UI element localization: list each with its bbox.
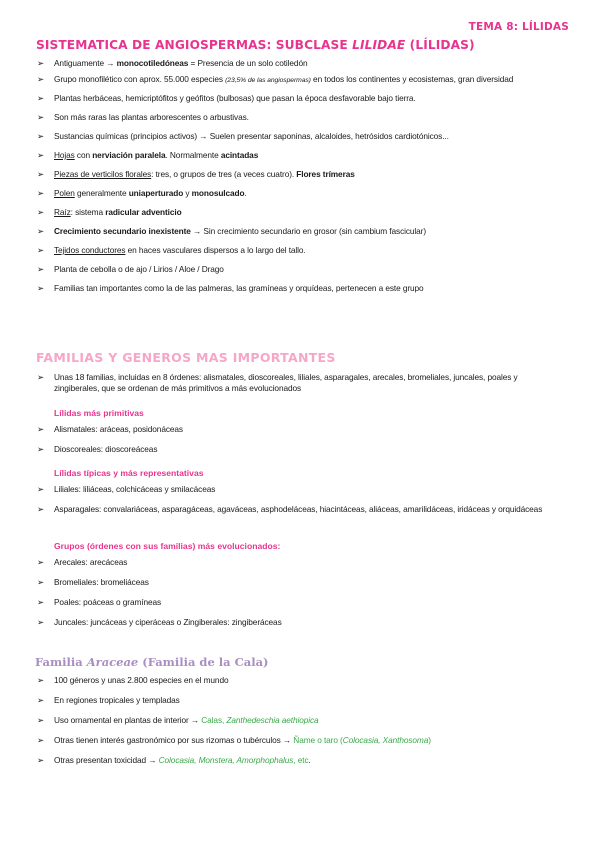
list-item: ➢ Dioscoreales: dioscoreáceas bbox=[37, 444, 158, 454]
list-item: ➢ Unas 18 familias, incluidas en 8 órdenes: alismatales, dioscoreales, liliales, asparagales, arecales, bromeliales, juncales, poales y zingiberales, que se ordenan de más primitivos a más evolucionados bbox=[37, 372, 518, 393]
list-item: ➢ Crecimiento secundario inexistente → Sin crecimiento secundario en grosor (sin cambium fascicular) bbox=[37, 226, 427, 236]
section-title-familias: FAMILIAS Y GENEROS MAS IMPORTANTES bbox=[36, 350, 336, 365]
list-item: ➢ Juncales: juncáceas y ciperáceas o Zingiberales: zingiberáceas bbox=[37, 617, 282, 627]
topic-header: TEMA 8: LÍLIDAS bbox=[468, 21, 569, 33]
arrow-bullet-icon: ➢ bbox=[37, 504, 45, 514]
arrow-bullet-icon: ➢ bbox=[37, 577, 45, 587]
title-part: (Familia de la Cala) bbox=[138, 655, 269, 669]
arrow-bullet-icon: ➢ bbox=[37, 484, 45, 494]
sistematica-list bbox=[0, 58, 599, 294]
subheading-tipicas: Lílidas típicas y más representativas bbox=[54, 468, 204, 478]
arrow-bullet-icon: ➢ bbox=[37, 74, 45, 84]
arrow-bullet-icon: ➢ bbox=[37, 131, 45, 141]
list-item: ➢ Hojas con nerviación paralela. Normalmente acintadas bbox=[37, 150, 259, 160]
arrow-bullet-icon: ➢ bbox=[37, 188, 45, 198]
arrow-bullet-icon: ➢ bbox=[37, 617, 45, 627]
arrow-bullet-icon: ➢ bbox=[37, 675, 45, 685]
title-italic: Araceae bbox=[86, 655, 139, 669]
arrow-bullet-icon: ➢ bbox=[37, 557, 45, 567]
arrow-bullet-icon: ➢ bbox=[37, 58, 45, 68]
list-item: ➢ Son más raras las plantas arborescentes o arbustivas. bbox=[37, 112, 249, 122]
list-item: ➢ Plantas herbáceas, hemicriptófitos y geófitos (bulbosas) que pasan la época desfavorable bajo tierra. bbox=[37, 93, 416, 103]
list-item: ➢ Uso ornamental en plantas de interior → Calas, Zanthedeschia aethiopica bbox=[37, 715, 319, 725]
list-item: ➢ Alismatales: aráceas, posidonáceas bbox=[37, 424, 183, 434]
list-item: ➢ Otras tienen interés gastronómico por sus rizomas o tubérculos → Ñame o taro (Colocasia, Xanthosoma) bbox=[37, 735, 431, 745]
arrow-bullet-icon: ➢ bbox=[37, 207, 45, 217]
list-item: ➢ Familias tan importantes como la de las palmeras, las gramíneas y orquídeas, pertenecen a este grupo bbox=[37, 283, 424, 293]
title-part: Familia bbox=[35, 655, 87, 669]
evolucionados-list bbox=[0, 557, 599, 628]
list-item: ➢ Sustancias químicas (principios activos) → Suelen presentar saponinas, alcaloides, hetrósidos cardiotónicos... bbox=[37, 131, 449, 141]
list-item: ➢ Bromeliales: bromeliáceas bbox=[37, 577, 149, 587]
arrow-bullet-icon: ➢ bbox=[37, 372, 45, 382]
arrow-bullet-icon: ➢ bbox=[37, 169, 45, 179]
subheading-evolucionados: Grupos (órdenes con sus familias) más evolucionados: bbox=[54, 541, 281, 551]
section-title-araceae bbox=[35, 655, 268, 669]
arrow-bullet-icon: ➢ bbox=[37, 93, 45, 103]
arrow-bullet-icon: ➢ bbox=[37, 695, 45, 705]
list-item: ➢ Planta de cebolla o de ajo / Lirios / Aloe / Drago bbox=[37, 264, 224, 274]
arrow-bullet-icon: ➢ bbox=[37, 112, 45, 122]
list-item: ➢ Piezas de verticilos florales: tres, o grupos de tres (a veces cuatro). Flores trímeras bbox=[37, 169, 355, 179]
arrow-bullet-icon: ➢ bbox=[37, 424, 45, 434]
arrow-bullet-icon: ➢ bbox=[37, 715, 45, 725]
title-part: SISTEMATICA DE ANGIOSPERMAS: SUBCLASE bbox=[36, 38, 353, 52]
list-item: ➢ Grupo monofilético con aprox. 55.000 especies (23,5% de las angiospermas) en todos los continentes y ecosistemas, gran diversidad bbox=[37, 74, 514, 84]
list-item: ➢ 100 géneros y unas 2.800 especies en el mundo bbox=[37, 675, 229, 685]
arrow-bullet-icon: ➢ bbox=[37, 245, 45, 255]
list-item: ➢ Asparagales: convalariáceas, asparagáceas, agaváceas, asphodeláceas, hiacintáceas, aliáceas, amarilidáceas, iridáceas y orquidáceas bbox=[37, 504, 543, 514]
arrow-bullet-icon: ➢ bbox=[37, 264, 45, 274]
arrow-bullet-icon: ➢ bbox=[37, 735, 45, 745]
primitivas-list bbox=[0, 424, 599, 455]
subheading-primitivas: Lílidas más primitivas bbox=[54, 408, 144, 418]
list-item: ➢ Tejidos conductores en haces vasculares dispersos a lo largo del tallo. bbox=[37, 245, 306, 255]
arrow-bullet-icon: ➢ bbox=[37, 597, 45, 607]
arrow-bullet-icon: ➢ bbox=[37, 444, 45, 454]
familias-intro-list bbox=[0, 372, 599, 394]
list-item: ➢ Poales: poáceas o gramíneas bbox=[37, 597, 162, 607]
tipicas-list bbox=[0, 484, 599, 515]
title-part: (LÍLIDAS) bbox=[405, 38, 475, 52]
arrow-bullet-icon: ➢ bbox=[37, 150, 45, 160]
arrow-bullet-icon: ➢ bbox=[37, 283, 45, 293]
list-item: ➢ Liliales: liliáceas, colchicáceas y smilacáceas bbox=[37, 484, 216, 494]
list-item: ➢ Otras presentan toxicidad → Colocasia, Monstera, Amorphophalus, etc. bbox=[37, 755, 311, 765]
araceae-list bbox=[0, 675, 599, 766]
list-item: ➢ Polen generalmente uniaperturado y monosulcado. bbox=[37, 188, 247, 198]
list-item: ➢ Raíz: sistema radicular adventicio bbox=[37, 207, 182, 217]
list-item: ➢ En regiones tropicales y templadas bbox=[37, 695, 180, 705]
arrow-bullet-icon: ➢ bbox=[37, 226, 45, 236]
list-item: ➢ Arecales: arecáceas bbox=[37, 557, 128, 567]
arrow-bullet-icon: ➢ bbox=[37, 755, 45, 765]
section-title-sistematica bbox=[36, 38, 475, 52]
list-item: ➢ Antiguamente → monocotiledóneas = Presencia de un solo cotiledón bbox=[37, 58, 308, 68]
title-italic: LILIDAE bbox=[352, 38, 406, 52]
